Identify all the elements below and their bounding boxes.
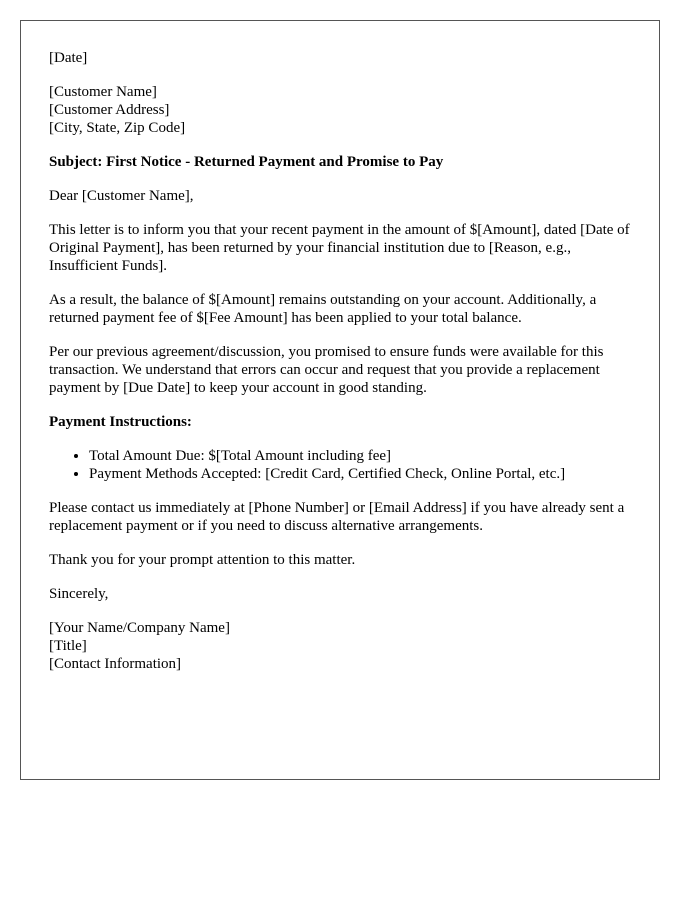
recipient-city: [City, State, Zip Code] — [49, 120, 186, 136]
list-item: • Payment Methods Accepted: [Credit Card, Certified Check, Online Portal, etc.] — [89, 465, 631, 483]
closing-line: Sincerely, — [49, 586, 109, 602]
signature-name: [Your Name/Company Name] — [49, 620, 230, 636]
signature-contact: [Contact Information] — [49, 656, 182, 672]
signature-block — [49, 619, 631, 673]
letter-page — [20, 20, 660, 780]
contact-paragraph: Please contact us immediately at [Phone Number] or [Email Address] if you have already sent a replacement payment or if you need to discuss alternative arrangements. — [49, 500, 625, 534]
recipient-block — [49, 83, 631, 137]
letter-subject: Subject: First Notice - Returned Payment and Promise to Pay — [49, 154, 444, 170]
list-item: • Total Amount Due: $[Total Amount including fee] — [89, 447, 631, 465]
body-paragraph: Per our previous agreement/discussion, you promised to ensure funds were available for this transaction. We understand that errors can occur and request that you provide a replacement payment by [Due Date] to keep your account in good standing. — [49, 344, 604, 396]
letter-date: [Date] — [49, 50, 88, 66]
signature-title: [Title] — [49, 638, 87, 654]
payment-instructions-list — [49, 447, 631, 483]
payment-instructions-heading: Payment Instructions: — [49, 414, 192, 430]
body-paragraph: This letter is to inform you that your recent payment in the amount of $[Amount], dated [Date of Original Payment], has been returned by your financial institution due to [Reason, e.g., Insufficient Funds]. — [49, 222, 630, 274]
recipient-name: [Customer Name] — [49, 84, 157, 100]
letter-greeting: Dear [Customer Name], — [49, 188, 194, 204]
thanks-line: Thank you for your prompt attention to this matter. — [49, 552, 356, 568]
body-paragraph: As a result, the balance of $[Amount] remains outstanding on your account. Additionally, a returned payment fee of $[Fee Amount] has been applied to your total balance. — [49, 292, 597, 326]
recipient-address: [Customer Address] — [49, 102, 170, 118]
